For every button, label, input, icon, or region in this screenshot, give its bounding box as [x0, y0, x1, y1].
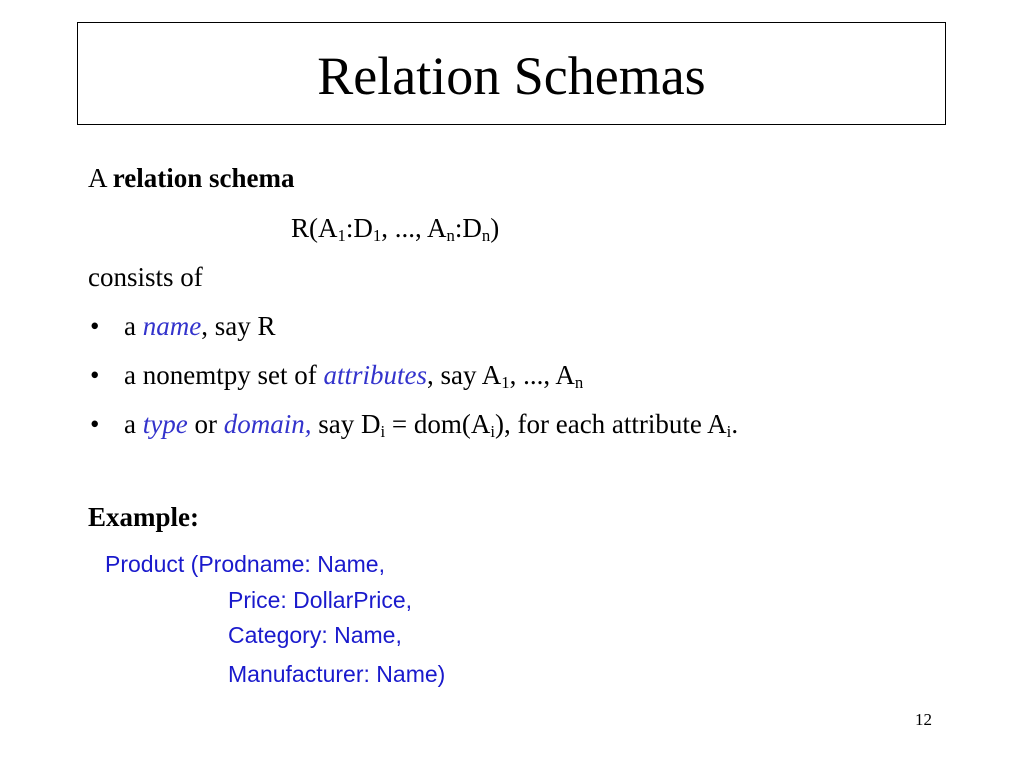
bullet-text: a: [124, 311, 143, 341]
consists-of: consists of: [88, 262, 203, 292]
term-domain: domain,: [223, 409, 312, 439]
bullet-text: a nonemtpy set of: [124, 360, 324, 390]
bullet-marker: •: [90, 311, 100, 341]
term-type: type: [142, 409, 188, 439]
intro-line: [88, 165, 295, 192]
bullet-domain: [124, 409, 739, 442]
bullet-text: say D: [311, 409, 381, 439]
bullet-text: ), for each attribute A: [495, 409, 727, 439]
bullet-text: = dom(A: [385, 409, 491, 439]
bullet-sub: i: [726, 422, 732, 442]
formula-sub: n: [446, 226, 455, 246]
formula-sub: 1: [372, 226, 382, 246]
formula-part: :D: [345, 213, 373, 243]
example-line: Price: DollarPrice,: [228, 587, 413, 613]
bullet-name: [124, 313, 275, 340]
slide-title: Relation Schemas: [317, 45, 706, 106]
formula-part: R(A: [291, 213, 338, 243]
term-name: name: [142, 311, 202, 341]
title-box: [77, 22, 946, 125]
example-line: Manufacturer: Name): [228, 661, 446, 687]
bullet-text: , ..., A: [509, 360, 575, 390]
intro-term: relation schema: [112, 163, 295, 193]
term-attributes: attributes: [323, 360, 427, 390]
example-line: Product (Prodname: Name,: [105, 551, 385, 577]
formula-sub: 1: [337, 226, 346, 246]
formula-part: :D: [454, 213, 482, 243]
schema-formula: [291, 213, 500, 246]
bullet-text: , say A: [426, 360, 502, 390]
intro-prefix: A: [88, 163, 113, 193]
bullet-sub: i: [380, 422, 386, 442]
formula-part: ): [490, 213, 500, 243]
bullet-text: or: [187, 409, 224, 439]
example-label: Example:: [88, 502, 199, 532]
example-line: Category: Name,: [228, 622, 402, 648]
bullet-sub: 1: [501, 373, 510, 393]
bullet-marker: •: [90, 409, 100, 439]
bullet-text: , say R: [201, 311, 276, 341]
bullet-marker: •: [90, 360, 100, 390]
formula-part: , ..., A: [381, 213, 447, 243]
bullet-sub: n: [574, 373, 584, 393]
bullet-attributes: [124, 360, 584, 393]
page-number: 12: [915, 710, 932, 729]
bullet-text: .: [731, 409, 739, 439]
formula-sub: n: [481, 226, 491, 246]
bullet-sub: i: [490, 422, 495, 442]
bullet-text: a: [124, 409, 143, 439]
